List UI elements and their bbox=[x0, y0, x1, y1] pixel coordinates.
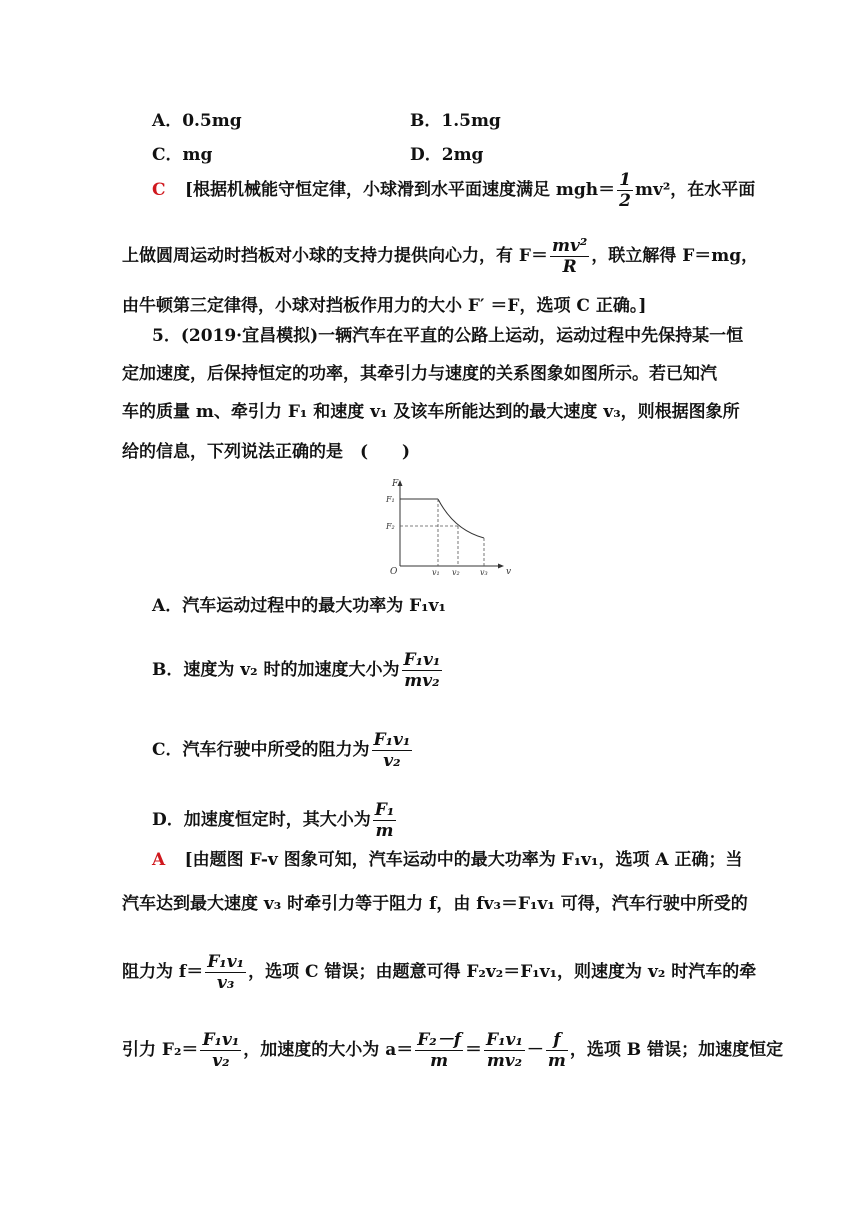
q5-answer-mid-4: ，加速度的大小为 a＝ bbox=[243, 1040, 414, 1060]
frac-num: f bbox=[546, 1030, 568, 1051]
q5-stem-line-4: 给的信息，下列说法正确的是 ( ) bbox=[122, 442, 411, 462]
q4-answer-text-2: 上做圆周运动时挡板对小球的支持力提供向心力，有 F＝ bbox=[122, 246, 548, 266]
q5-option-b-text: B．速度为 v₂ 时的加速度大小为 bbox=[152, 660, 400, 680]
f1-label: F₁ bbox=[386, 495, 395, 504]
frac-den: mv₂ bbox=[486, 1051, 523, 1071]
v3-label: v₃ bbox=[480, 568, 488, 577]
q5-answer-tail-3: ，选项 C 错误；由题意可得 F₂v₂＝F₁v₁，则速度为 v₂ 时汽车的牵 bbox=[248, 962, 757, 982]
q5-answer-line-4 bbox=[122, 1030, 783, 1071]
frac-num: mv² bbox=[552, 236, 588, 256]
q5-option-d-frac bbox=[373, 800, 397, 841]
q5-answer-frac-fm bbox=[546, 1030, 568, 1071]
q4-option-d: D．2mg bbox=[410, 145, 484, 165]
q5-answer-frac-f2 bbox=[200, 1030, 241, 1071]
q5-option-b-frac bbox=[402, 650, 443, 691]
q5-stem-line-2: 定加速度，后保持恒定的功率，其牵引力与速度的关系图象如图所示。若已知汽 bbox=[122, 364, 717, 384]
q5-answer-tail-4: ，选项 B 错误；加速度恒定 bbox=[569, 1040, 784, 1060]
y-axis-arrow-icon bbox=[398, 480, 403, 486]
equals-sign: ＝ bbox=[465, 1040, 483, 1060]
q4-answer-text-1: [根据机械能守恒定律，小球滑到水平面速度满足 mgh＝ bbox=[184, 180, 616, 200]
frac-num: F₁v₁ bbox=[202, 1030, 240, 1050]
frac-num: F₁v₁ bbox=[207, 952, 245, 972]
q5-answer-frac-a2 bbox=[484, 1030, 525, 1071]
frac-num: F₁ bbox=[374, 800, 395, 820]
q5-answer-letter: A bbox=[152, 850, 166, 870]
v1-label: v₁ bbox=[432, 568, 440, 577]
q5-answer-line-2: 汽车达到最大速度 v₃ 时牵引力等于阻力 f，由 fv₃＝F₁v₁ 可得，汽车行驶中所受的 bbox=[122, 894, 748, 914]
frac-num: F₁v₁ bbox=[403, 650, 441, 670]
q5-answer-text-3: 阻力为 f＝ bbox=[122, 962, 204, 982]
q5-option-c bbox=[152, 730, 414, 771]
frac-den: v₂ bbox=[383, 751, 401, 771]
frac-den: mv₂ bbox=[404, 671, 440, 691]
q5-stem-line-1: 5．(2019·宜昌模拟)一辆汽车在平直的公路上运动，运动过程中先保持某一恒 bbox=[152, 326, 744, 346]
q4-answer-letter: C bbox=[152, 180, 166, 200]
q4-answer-line-3: 由牛顿第三定律得，小球对挡板作用力的大小 F′ ＝F，选项 C 正确。] bbox=[122, 296, 647, 316]
q5-answer-frac-a bbox=[415, 1030, 463, 1071]
frac-num: 1 bbox=[619, 170, 631, 190]
q5-option-d bbox=[152, 800, 398, 841]
frac-den: m bbox=[430, 1051, 449, 1071]
frac-den: R bbox=[562, 257, 577, 277]
frac-den: v₂ bbox=[212, 1051, 230, 1071]
origin-label: O bbox=[390, 567, 398, 577]
x-axis-arrow-icon bbox=[498, 564, 504, 569]
q5-option-d-text: D．加速度恒定时，其大小为 bbox=[152, 810, 371, 830]
q4-answer-frac-mv2-r bbox=[550, 236, 589, 277]
frac-num: F₁v₁ bbox=[373, 730, 411, 750]
q4-answer-frac-half bbox=[617, 170, 633, 211]
q5-answer-line-1 bbox=[152, 848, 743, 872]
q5-option-c-text: C．汽车行驶中所受的阻力为 bbox=[152, 740, 370, 760]
frac-num: F₂－f bbox=[417, 1030, 462, 1050]
force-velocity-graph bbox=[380, 478, 510, 578]
y-axis-label: F bbox=[392, 479, 399, 489]
q4-option-b: B．1.5mg bbox=[410, 111, 501, 131]
q4-answer-tail-2: ，联立解得 F＝mg， bbox=[591, 246, 759, 266]
q4-option-c: C．mg bbox=[152, 145, 213, 165]
frac-den: m bbox=[547, 1051, 566, 1071]
q5-option-b bbox=[152, 650, 444, 691]
frac-den: 2 bbox=[619, 191, 631, 211]
q5-answer-text-1: [由题图 F-v 图象可知，汽车运动中的最大功率为 F₁v₁，选项 A 正确；当 bbox=[184, 850, 743, 870]
q5-option-c-frac bbox=[372, 730, 413, 771]
frac-num: F₁v₁ bbox=[486, 1030, 523, 1050]
frac-den: m bbox=[375, 821, 394, 841]
q4-answer-line-1 bbox=[152, 170, 755, 211]
v2-label: v₂ bbox=[452, 568, 460, 577]
q5-stem-line-3: 车的质量 m、牵引力 F₁ 和速度 v₁ 及该车所能达到的最大速度 v₃，则根据图象所 bbox=[122, 402, 740, 422]
q5-answer-text-4: 引力 F₂＝ bbox=[122, 1040, 199, 1060]
frac-den: v₃ bbox=[216, 973, 235, 993]
f2-label: F₂ bbox=[386, 522, 395, 531]
minus-sign: － bbox=[526, 1040, 544, 1060]
constant-power-curve bbox=[438, 499, 484, 538]
q4-option-a: A．0.5mg bbox=[152, 111, 242, 131]
q5-option-a: A．汽车运动过程中的最大功率为 F₁v₁ bbox=[152, 596, 446, 616]
q4-answer-line-2 bbox=[122, 236, 758, 277]
q4-answer-tail-1: mv²，在水平面 bbox=[634, 180, 756, 200]
q5-answer-frac-f bbox=[205, 952, 246, 993]
x-axis-label: v bbox=[506, 567, 512, 577]
q5-answer-line-3 bbox=[122, 952, 756, 993]
